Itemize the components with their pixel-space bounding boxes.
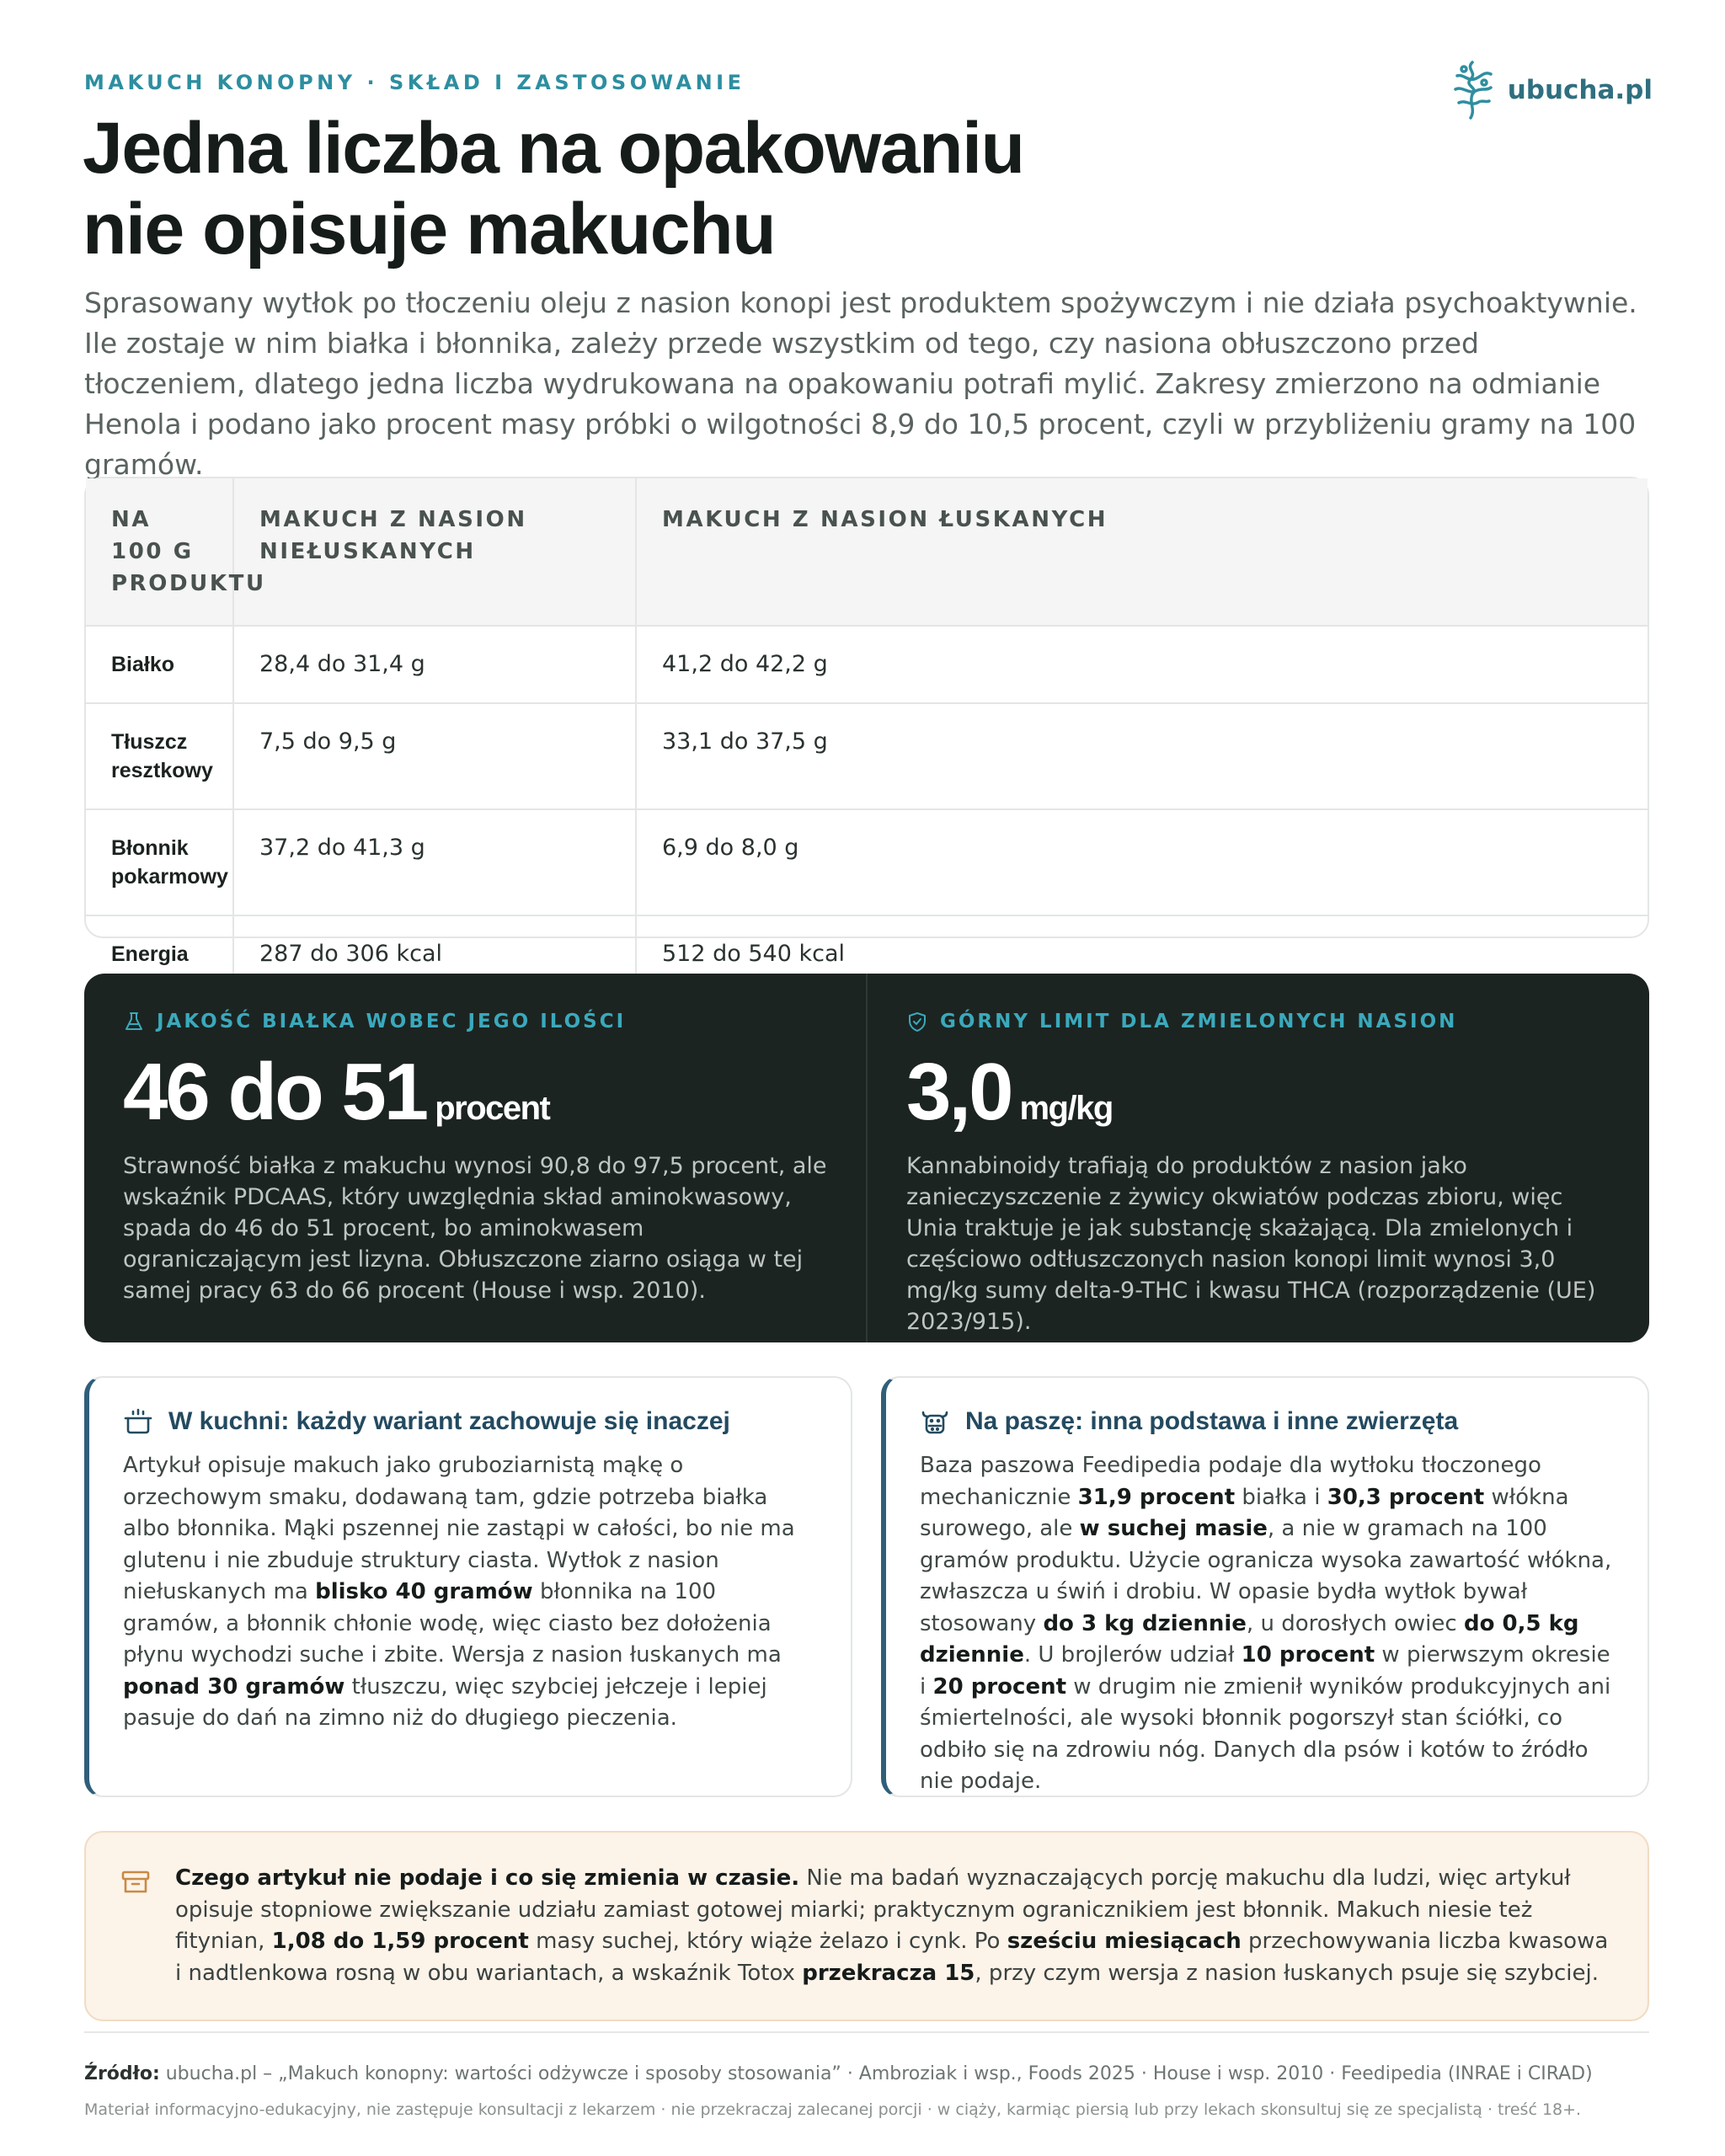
kitchen-card xyxy=(84,1376,852,1797)
row-label: Białko xyxy=(86,626,233,703)
cell-hulled: 6,9 do 8,0 g xyxy=(636,809,1648,915)
stat-description: Strawność białka z makuchu wynosi 90,8 do 97,5 procent, ale wskaźnik PDCAAS, który uwzględnia skład aminokwasowy, spada do 46 do 51 procent, bo aminokwasem ograniczającym jest lizyna. Obłuszczone ziarno osiąga w tej samej pracy 63 do 66 procent (House i wsp. 2010). xyxy=(123,1153,827,1304)
source-line: Źródło: ubucha.pl – „Makuch konopny: wartości odżywcze i sposoby stosowania” · Ambroziak i wsp., Foods 2025 · House i wsp. 2010 · Feedipedia (INRAE i CIRAD) xyxy=(84,2063,1593,2084)
stat-unit: mg/kg xyxy=(1019,1090,1113,1127)
disclaimer: Materiał informacyjno-edukacyjny, nie zastępuje konsultacji z lekarzem · nie przekraczaj zalecanej porcji · w ciąży, karmiąc piersią lub przy lekach skonsultuj się ze specjalistą · treść 18+. xyxy=(84,2100,1582,2119)
table-header-row xyxy=(86,478,1648,626)
cell-hulled: 41,2 do 42,2 g xyxy=(636,626,1648,703)
stat-description: Kannabinoidy trafiają do produktów z nasion jako zanieczyszczenie z żywicy okwiatów podczas zbioru, więc Unia traktuje je jak substancję skażającą. Dla zmielonych i częściowo odtłuszczonych nasion konopi limit wynosi 3,0 mg/kg sumy delta-9-THC i kwasu THCA (rozporządzenie (UE) 2023/915). xyxy=(906,1153,1596,1335)
stat-value: 3,0 xyxy=(906,1047,1012,1137)
stat-unit: procent xyxy=(435,1090,550,1127)
cell-unhulled: 37,2 do 41,3 g xyxy=(233,809,636,915)
archive-box-icon xyxy=(120,1866,152,1898)
kicker: MAKUCH KONOPNY · SKŁAD I ZASTOSOWANIE xyxy=(84,71,745,94)
stylized-leaf-logo-icon xyxy=(1449,57,1496,123)
table-row xyxy=(86,703,1648,809)
cell-hulled: 512 do 540 kcal xyxy=(662,941,846,967)
card-title: Na paszę: inna podstawa i inne zwierzęta xyxy=(965,1407,1459,1435)
cow-icon xyxy=(920,1406,950,1437)
page-title xyxy=(83,108,1262,270)
key-stats-panel xyxy=(84,974,1649,1342)
cell-unhulled: 7,5 do 9,5 g xyxy=(233,703,636,809)
caveat-note xyxy=(84,1831,1649,2021)
footer-divider xyxy=(84,2031,1649,2033)
stat-label: JAKOŚĆ BIAŁKA WOBEC JEGO ILOŚCI xyxy=(157,1011,627,1033)
cell-hulled: 33,1 do 37,5 g xyxy=(636,703,1648,809)
note-text: Czego artykuł nie podaje i co się zmienia w czasie. Nie ma badań wyznaczających porcję makuchu dla ludzi, więc artykuł opisuje stopniowe zwiększanie udziału zamiast gotowej miarki; praktycznym ogranicznikiem jest błonnik. Makuch niesie też fitynian, 1,08 do 1,59 procent masy suchej, który wiąże żelazo i cynk. Po sześciu miesiącach przechowywania liczba kwasowa i nadtlenkowa rosną w obu wariantach, a wskaźnik Totox przekracza 15, przy czym wersja z nasion łuskanych psuje się szybciej. xyxy=(175,1865,1609,1986)
brand-name: ubucha.pl xyxy=(1507,75,1653,105)
cooking-pot-icon xyxy=(123,1406,153,1437)
shield-icon xyxy=(906,1011,928,1033)
title-line-1: Jedna liczba na opakowaniu xyxy=(83,108,1024,189)
stat-value: 46 do 51 xyxy=(123,1047,427,1137)
flask-icon xyxy=(123,1011,145,1033)
row-label: Błonnik pokarmowy xyxy=(86,809,233,915)
nutrition-table xyxy=(84,477,1649,967)
stat-protein-quality xyxy=(84,974,866,1342)
row-label: Tłuszcz resztkowy xyxy=(86,703,233,809)
header-per-100g: NA 100 G PRODUKTU xyxy=(86,478,233,626)
table-row xyxy=(86,626,1648,703)
stat-thc-limit xyxy=(866,974,1649,1342)
row-label: Energia xyxy=(86,915,233,992)
cell-unhulled: 28,4 do 31,4 g xyxy=(233,626,636,703)
card-title: W kuchni: każdy wariant zachowuje się inaczej xyxy=(168,1407,730,1435)
card-body: Artykuł opisuje makuch jako gruboziarnistą mąkę o orzechowym smaku, dodawaną tam, gdzie potrzeba białka albo błonnika. Mąki pszennej nie zastąpi w całości, bo nie ma glutenu i nie zbuduje struktury ciasta. Wytłok z nasion niełuskanych ma blisko 40 gramów błonnika na 100 gramów, a błonnik chłonie wodę, więc ciasto bez dołożenia płynu wychodzi suche i zbite. Wersja z nasion łuskanych ma ponad 30 gramów tłuszczu, więc szybciej jełczeje i lepiej pasuje do dań na zimno niż do długiego pieczenia. xyxy=(123,1453,795,1731)
intro-paragraph: Sprasowany wytłok po tłoczeniu oleju z nasion konopi jest produktem spożywczym i nie działa psychoaktywnie. Ile zostaje w nim białka i błonnika, zależy przede wszystkim od tego, czy nasiona obłuszczono przed tłoczeniem, dlatego jedna liczba wydrukowana na opakowaniu potrafi mylić. Zakresy zmierzono na odmianie Henola i podano jako procent masy próbki o wilgotności 8,9 do 10,5 procent, czyli w przybliżeniu gramy na 100 gramów. xyxy=(84,286,1637,481)
cell-unhulled: 287 do 306 kcal xyxy=(233,915,636,992)
stat-label: GÓRNY LIMIT DLA ZMIELONYCH NASION xyxy=(940,1011,1458,1033)
feed-card xyxy=(881,1376,1649,1797)
card-body: Baza paszowa Feedipedia podaje dla wytłoku tłoczonego mechanicznie 31,9 procent białka i 30,3 procent włókna surowego, ale w suchej masie, a nie w gramach na 100 gramów produktu. Użycie ogranicza wysoka zawartość włókna, zwłaszcza u świń i drobiu. W opasie bydła wytłok bywał stosowany do 3 kg dziennie, u dorosłych owiec do 0,5 kg dziennie. U brojlerów udział 10 procent w pierwszym okresie i 20 procent w drugim nie zmienił wyników produkcyjnych ani śmiertelności, ale wysoki błonnik pogorszył stan ściółki, co odbiło się na zdrowiu nóg. Danych dla psów i kotów to źródło nie podaje. xyxy=(920,1453,1612,1794)
table-row xyxy=(86,809,1648,915)
brand[interactable] xyxy=(1449,57,1653,123)
title-line-2: nie opisuje makuchu xyxy=(83,189,776,270)
header-unhulled: MAKUCH Z NASION NIEŁUSKANYCH xyxy=(233,478,636,626)
header-hulled: MAKUCH Z NASION ŁUSKANYCH xyxy=(636,478,1648,626)
